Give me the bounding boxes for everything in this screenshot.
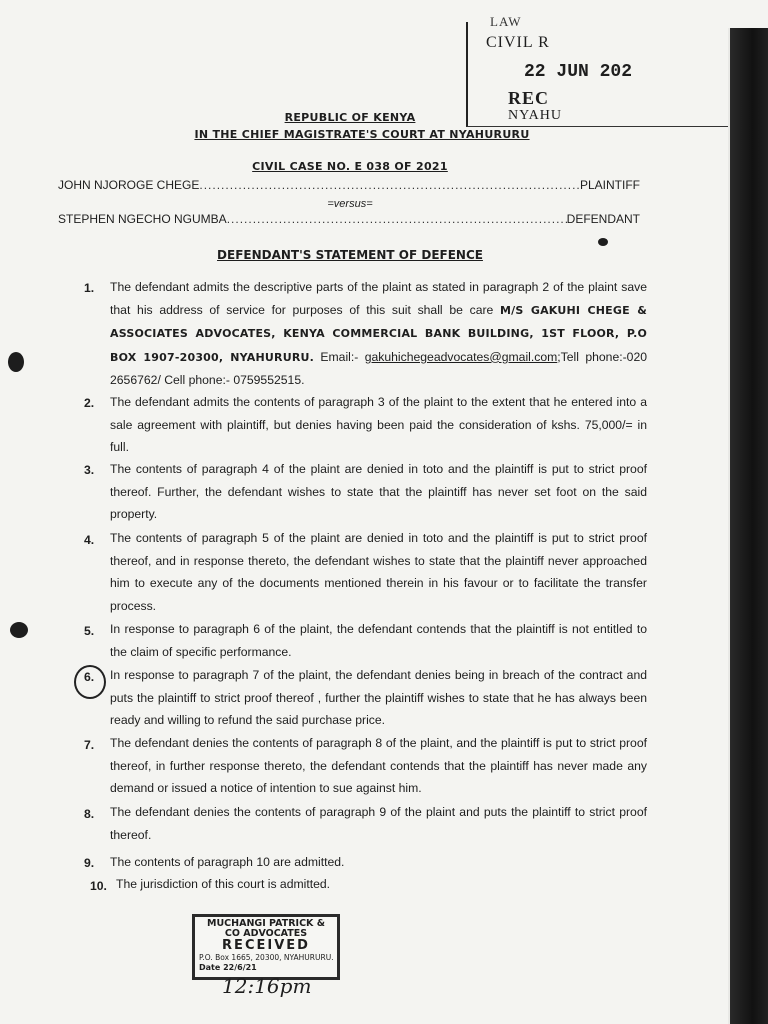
stamp-address: P.O. Box 1665, 20300, NYAHURURU. (199, 953, 334, 962)
document-title: DEFENDANT'S STATEMENT OF DEFENCE (217, 248, 483, 262)
paragraph-number: 2. (84, 396, 95, 410)
paragraph-7: The defendant denies the contents of paragraph 8 of the plaint, and the plaintiff is put to strict proof thereof, in further response thereto, the defendant contends that the plaintiff has never made any demand or issued a notice of intention to sue against him. (110, 736, 647, 796)
stamp-firm-name: MUCHANGI PATRICK & (207, 918, 325, 929)
stamp-date: Date 22/6/21 (199, 963, 257, 972)
paragraph-text: The defendant admits the descriptive parts of the plaint as stated in paragraph 2 of the plaint save that his address of service for purposes of this suit shall be care (110, 280, 647, 317)
scanner-dark-edge (730, 28, 768, 1024)
defendant-name: STEPHEN NGECHO NGUMBA (58, 212, 227, 226)
paragraph-number: 10. (90, 879, 107, 893)
paragraph-8: The defendant denies the contents of paragraph 9 of the plaint and puts the plaintiff to strict proof thereof. (110, 805, 647, 842)
phone-text: ;Tell phone:-020 2656762/ Cell phone:- 0759552515. (110, 349, 648, 388)
paragraph-5: In response to paragraph 6 of the plaint, the defendant contends that the plaintiff is not entitled to the claim of specific performance. (110, 622, 647, 659)
handwritten-time: 12:16pm (222, 974, 312, 998)
leader-dots (199, 178, 580, 192)
paragraph-number: 5. (84, 624, 95, 638)
stamp-line-law: LAW (490, 14, 522, 29)
paragraph-2: The defendant admits the contents of paragraph 3 of the plaint to the extent that he entered into a sale agreement with plaintiff, but denies having been paid the consideration of kshs. 75,000/= in full. (110, 395, 647, 455)
paragraph-6: In response to paragraph 7 of the plaint, the defendant denies being in breach of the contract and puts the plaintiff to strict proof thereof , further the plaintiff wishes to state that he has always been ready and willing to refund the said purchase price. (110, 668, 647, 728)
punch-hole-mark (8, 352, 24, 372)
advocates-received-stamp (192, 914, 340, 980)
stamp-received: RECEIVED (222, 938, 310, 953)
stamp-date: 22 JUN 202 (524, 62, 633, 82)
punch-hole-mark (10, 622, 28, 638)
page-edge-top (728, 0, 768, 28)
advocates-address: M/S GAKUHI CHEGE & ASSOCIATES ADVOCATES, KENYA COMMERCIAL BANK BUILDING, 1ST FLOOR, P.O BOX 1907-20300, NYAHURURU. (110, 303, 647, 364)
paragraph-number: 7. (84, 738, 95, 752)
plaintiff-name: JOHN NJOROGE CHEGE (58, 178, 200, 192)
paragraph-1 (110, 276, 647, 392)
paragraph-number: 1. (84, 281, 95, 295)
header-court: IN THE CHIEF MAGISTRATE'S COURT AT NYAHURURU (194, 128, 530, 141)
stamp-line-rec: REC (508, 88, 550, 108)
stamp-line-civil: CIVIL R (486, 34, 550, 51)
defendant-line (58, 212, 640, 226)
header-republic: REPUBLIC OF KENYA (284, 111, 416, 124)
email-label: Email:- (314, 349, 359, 364)
paragraph-number: 8. (84, 807, 95, 821)
paragraph-number: 9. (84, 856, 95, 870)
plaintiff-role: PLAINTIFF (579, 178, 640, 192)
paragraph-4: The contents of paragraph 5 of the plaint are denied in toto and the plaintiff is put to strict proof thereof, and in response thereto, the defendant wishes to state that the plaintiff never approached him to execute any of the documents mentioned therein in his favour or to facilitate the transfer process. (110, 531, 647, 613)
leader-dots (227, 212, 567, 226)
paragraph-number: 4. (84, 533, 95, 547)
plaintiff-line (58, 178, 640, 192)
defendant-role: DEFENDANT (566, 212, 640, 226)
paragraph-10: The jurisdiction of this court is admitted. (116, 877, 331, 891)
versus-label: =versus= (327, 198, 373, 210)
paragraph-3: The contents of paragraph 4 of the plaint are denied in toto and the plaintiff is put to strict proof thereof. Further, the defendant wishes to state that the plaintiff has never set foot on the said property. (110, 462, 647, 522)
stamp-line-nyahururu: NYAHU (508, 108, 562, 123)
stamp-firm-sub: CO ADVOCATES (224, 928, 308, 939)
paragraph-number: 3. (84, 463, 95, 477)
paragraph-number: 6. (84, 670, 95, 684)
header-case-number: CIVIL CASE NO. E 038 OF 2021 (252, 160, 448, 173)
ink-spot (598, 238, 608, 246)
paragraph-9: The contents of paragraph 10 are admitted. (110, 855, 345, 869)
email-link[interactable]: gakuhichegeadvocates@gmail.com (364, 349, 558, 364)
